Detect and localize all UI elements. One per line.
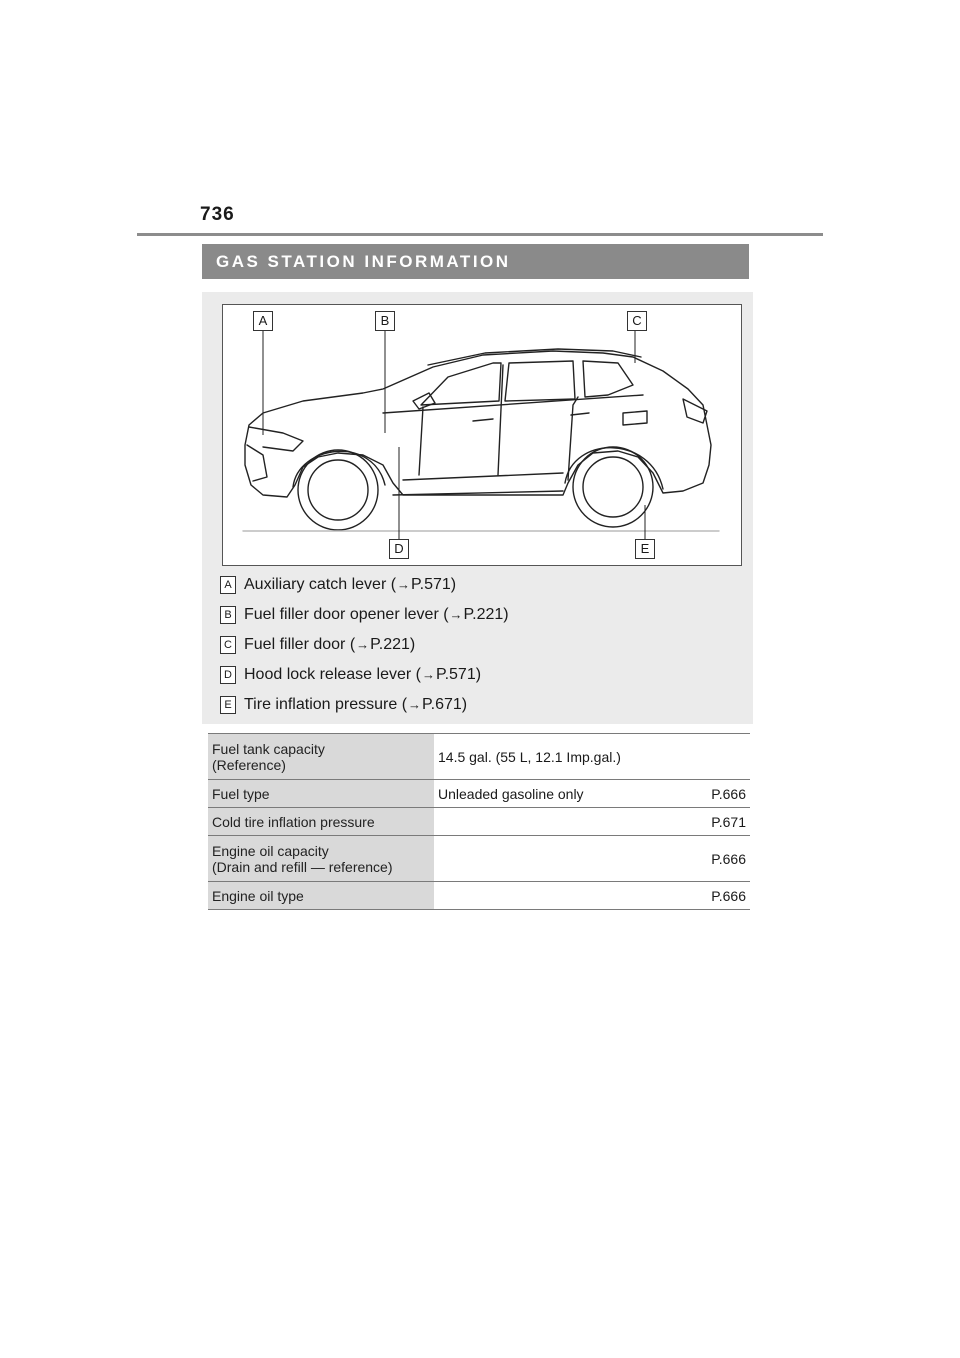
vehicle-diagram-panel [202, 292, 753, 724]
legend-item-b [220, 604, 509, 626]
callout-a: A [253, 311, 273, 331]
row-value-wrap [438, 749, 746, 765]
table-row [208, 808, 750, 836]
legend-ref: P.671) [422, 696, 468, 713]
suv-side-view-drawing [223, 305, 741, 565]
row-label-line1: Engine oil type [212, 887, 304, 904]
legend-letter: B [220, 606, 236, 624]
callout-d: D [389, 539, 409, 559]
row-label [208, 780, 434, 808]
row-value [434, 836, 750, 882]
legend-text: Fuel filler door opener lever ( [244, 606, 449, 623]
arrow-icon: → [449, 607, 463, 622]
section-title: GAS STATION INFORMATION [202, 244, 749, 279]
row-value-wrap [438, 888, 746, 904]
row-label-line1: Engine oil capacity [212, 842, 329, 859]
row-value-wrap [438, 851, 746, 867]
callout-e: E [635, 539, 655, 559]
legend-letter: D [220, 666, 236, 684]
legend-text: Tire inflation pressure ( [244, 696, 408, 713]
callout-b: B [375, 311, 395, 331]
row-label [208, 882, 434, 910]
legend-ref: P.571) [435, 666, 482, 683]
row-label-line2: (Drain and refill — reference) [212, 858, 393, 875]
row-label [208, 734, 434, 780]
row-label-line1: Fuel type [212, 785, 270, 802]
legend-text: Hood lock release lever ( [244, 666, 421, 683]
row-ref: P.666 [711, 887, 746, 904]
row-value-text: 14.5 gal. (55 L, 12.1 Imp.gal.) [438, 748, 621, 765]
table-row [208, 882, 750, 910]
legend-text: Fuel filler door ( [244, 636, 356, 653]
table-row [208, 836, 750, 882]
arrow-icon: → [421, 667, 435, 682]
row-label-line1: Cold tire inflation pressure [212, 813, 375, 830]
arrow-icon: → [356, 637, 370, 652]
legend-item-c [220, 634, 415, 656]
arrow-icon: → [408, 697, 422, 712]
legend-letter: E [220, 696, 236, 714]
row-value-wrap [438, 786, 746, 802]
legend-ref: P.221) [463, 606, 509, 623]
row-ref: P.666 [711, 850, 746, 867]
row-ref: P.666 [711, 785, 746, 802]
legend-ref: P.221) [370, 636, 416, 653]
header-divider [137, 233, 823, 236]
legend-letter: C [220, 636, 236, 654]
legend-item-a [220, 574, 456, 596]
legend-ref: P.571) [411, 576, 457, 593]
row-value [434, 882, 750, 910]
row-value [434, 780, 750, 808]
row-value [434, 808, 750, 836]
legend-item-e [220, 694, 467, 716]
row-value-wrap [438, 814, 746, 830]
callout-c: C [627, 311, 647, 331]
legend-text: Auxiliary catch lever ( [244, 576, 397, 593]
legend-letter: A [220, 576, 236, 594]
table-row [208, 734, 750, 780]
gas-station-spec-table [208, 733, 750, 910]
row-value-text: Unleaded gasoline only [438, 785, 584, 802]
row-value [434, 734, 750, 780]
arrow-icon: → [397, 577, 411, 592]
vehicle-illustration [222, 304, 742, 566]
legend-item-d [220, 664, 481, 686]
row-label-line1: Fuel tank capacity [212, 740, 325, 757]
row-label-line2: (Reference) [212, 756, 286, 773]
row-label [208, 836, 434, 882]
table-row [208, 780, 750, 808]
row-label [208, 808, 434, 836]
row-ref: P.671 [711, 813, 746, 830]
page-number: 736 [200, 204, 235, 225]
